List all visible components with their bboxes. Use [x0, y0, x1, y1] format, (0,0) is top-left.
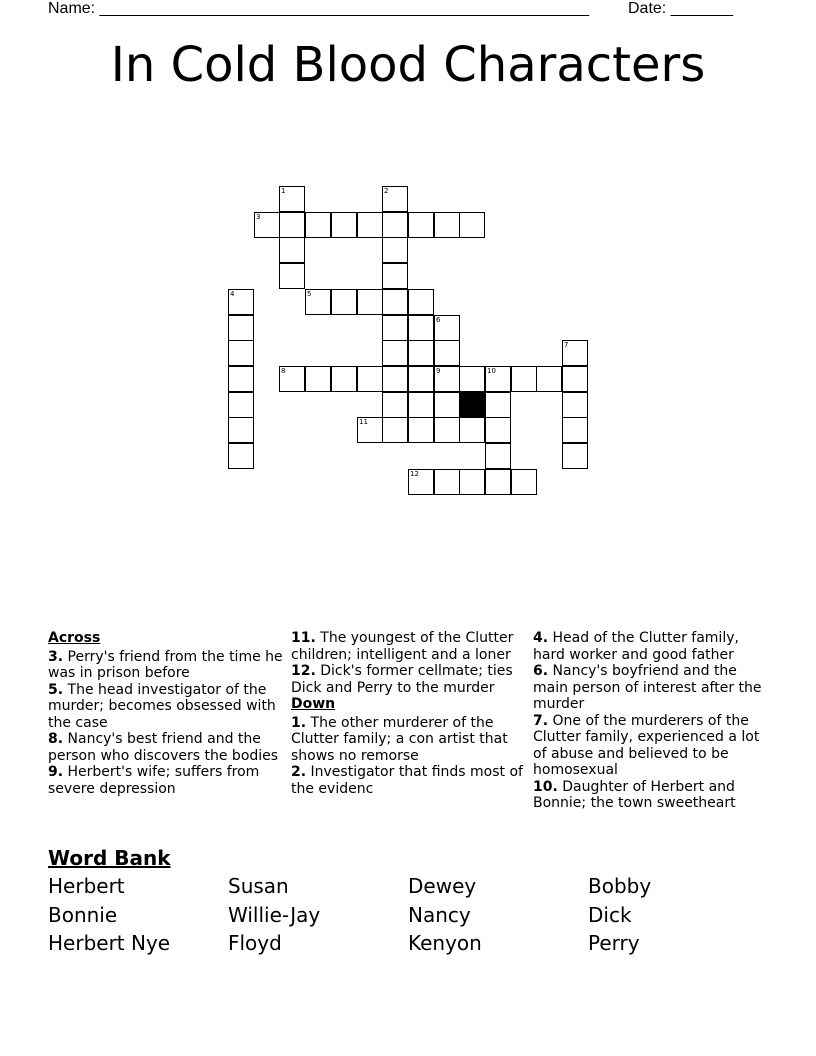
grid-cell[interactable] — [228, 366, 254, 392]
grid-cell[interactable] — [279, 263, 305, 289]
grid-cell[interactable] — [357, 289, 383, 315]
grid-cell[interactable] — [228, 392, 254, 418]
grid-cell[interactable] — [434, 315, 460, 341]
clue-text: Nancy's best friend and the person who discovers the bodies — [48, 731, 279, 764]
clue-across-3 — [48, 649, 283, 682]
clue-text: One of the murderers of the Clutter family, experienced a lot of abuse and believed to be homosexual — [533, 712, 760, 778]
clue-number-label: 11 — [359, 418, 368, 426]
grid-cell[interactable] — [279, 366, 305, 392]
clue-text: Perry's friend from the time he was in prison before — [48, 648, 283, 681]
clue-text: Herbert's wife; suffers from severe depression — [48, 764, 260, 797]
clue-number-label: 8 — [281, 367, 286, 375]
clue-number-label: 6 — [436, 316, 441, 324]
grid-cell[interactable] — [382, 340, 408, 366]
grid-cell[interactable] — [459, 366, 485, 392]
grid-cell[interactable] — [331, 289, 357, 315]
grid-cell[interactable] — [382, 366, 408, 392]
word-bank-item: Susan — [228, 874, 289, 898]
clue-text: Head of the Clutter family, hard worker and good father — [533, 630, 739, 663]
grid-cell[interactable] — [434, 469, 460, 495]
grid-cell[interactable] — [459, 469, 485, 495]
word-bank-item: Bonnie — [48, 903, 118, 927]
grid-cell[interactable] — [357, 366, 383, 392]
grid-cell[interactable] — [382, 263, 408, 289]
grid-cell[interactable] — [434, 417, 460, 443]
clue-down-1 — [291, 715, 529, 765]
grid-cell[interactable] — [434, 392, 460, 418]
word-bank-item: Perry — [588, 931, 640, 955]
grid-cell[interactable] — [536, 366, 562, 392]
clue-column-1 — [48, 630, 283, 797]
clue-down-10 — [533, 779, 769, 812]
grid-cell[interactable] — [228, 443, 254, 469]
clue-number: 6. — [533, 663, 549, 679]
clue-number: 2. — [291, 764, 307, 780]
grid-cell[interactable] — [382, 417, 408, 443]
down-heading: Down — [291, 696, 336, 712]
clue-text: The other murderer of the Clutter family; a con artist that shows no remorse — [291, 714, 508, 764]
clue-number: 7. — [533, 712, 549, 729]
date-field-label: Date: _______ — [628, 0, 733, 17]
grid-cell[interactable] — [279, 212, 305, 238]
grid-cell[interactable] — [254, 212, 280, 238]
grid-cell[interactable] — [434, 340, 460, 366]
grid-cell[interactable] — [331, 366, 357, 392]
grid-cell[interactable] — [434, 366, 460, 392]
word-bank-item: Dewey — [408, 874, 477, 898]
clue-number: 8. — [48, 731, 64, 747]
across-heading: Across — [48, 630, 101, 646]
grid-cell[interactable] — [408, 315, 434, 341]
grid-cell[interactable] — [279, 237, 305, 263]
clue-across-12 — [291, 663, 529, 696]
grid-cell[interactable] — [382, 315, 408, 341]
grid-cell[interactable] — [408, 469, 434, 495]
grid-cell[interactable] — [562, 417, 588, 443]
page-title: In Cold Blood Characters — [110, 37, 706, 93]
clue-number: 3. — [48, 648, 64, 665]
grid-cell[interactable] — [408, 417, 434, 443]
clue-column-2 — [291, 630, 529, 797]
word-bank-item: Kenyon — [408, 931, 482, 955]
grid-cell[interactable] — [357, 417, 383, 443]
grid-cell[interactable] — [357, 212, 383, 238]
grid-cell[interactable] — [485, 417, 511, 443]
grid-cell[interactable] — [382, 237, 408, 263]
grid-cell[interactable] — [408, 289, 434, 315]
clue-text: The head investigator of the murder; becomes obsessed with the case — [48, 681, 276, 731]
clue-number-label: 12 — [410, 470, 419, 478]
grid-cell[interactable] — [305, 212, 331, 238]
clue-number-label: 5 — [307, 290, 312, 298]
grid-cell[interactable] — [434, 212, 460, 238]
clue-number: 11. — [291, 630, 316, 646]
grid-cell[interactable] — [511, 469, 537, 495]
word-bank-item: Nancy — [408, 903, 471, 927]
grid-cell[interactable] — [228, 315, 254, 341]
word-bank-item: Herbert Nye — [48, 931, 171, 955]
grid-cell[interactable] — [562, 366, 588, 392]
word-bank-item: Willie-Jay — [228, 903, 321, 927]
clue-text: Investigator that finds most of the evidenc — [291, 764, 523, 797]
word-bank-title: Word Bank — [48, 846, 171, 870]
grid-cell[interactable] — [485, 469, 511, 495]
clue-across-5 — [48, 682, 283, 732]
clue-across-9 — [48, 764, 283, 797]
grid-cell[interactable] — [562, 340, 588, 366]
clue-number-label: 2 — [384, 187, 389, 195]
grid-cell[interactable] — [459, 212, 485, 238]
grid-cell[interactable] — [228, 417, 254, 443]
word-bank-item: Bobby — [588, 874, 652, 898]
clue-down-6 — [533, 663, 769, 713]
grid-cell[interactable] — [382, 289, 408, 315]
clue-number: 9. — [48, 764, 64, 780]
clue-number-label: 9 — [436, 367, 441, 375]
clue-text: Dick's former cellmate; ties Dick and Perry to the murder — [291, 663, 513, 696]
grid-cell[interactable] — [408, 366, 434, 392]
grid-cell[interactable] — [382, 186, 408, 212]
clue-number-label: 7 — [564, 341, 569, 349]
clue-number-label: 10 — [487, 367, 496, 375]
clue-number: 5. — [48, 681, 64, 698]
word-bank-item: Herbert — [48, 874, 125, 898]
grid-cell[interactable] — [408, 340, 434, 366]
grid-cell-blocked — [459, 392, 485, 418]
clue-number-label: 1 — [281, 187, 286, 195]
grid-cell[interactable] — [408, 212, 434, 238]
grid-cell[interactable] — [562, 443, 588, 469]
clue-number-label: 3 — [256, 213, 261, 221]
clue-down-7 — [533, 713, 769, 779]
grid-cell[interactable] — [305, 366, 331, 392]
grid-cell[interactable] — [562, 392, 588, 418]
grid-cell[interactable] — [228, 340, 254, 366]
grid-cell[interactable] — [382, 212, 408, 238]
grid-cell[interactable] — [459, 417, 485, 443]
clue-text: Nancy's boyfriend and the main person of interest after the murder — [533, 663, 762, 712]
grid-cell[interactable] — [511, 366, 537, 392]
clue-number: 1. — [291, 714, 307, 731]
word-bank-item: Floyd — [228, 931, 282, 955]
word-bank-item: Dick — [588, 903, 632, 927]
grid-cell[interactable] — [408, 392, 434, 418]
grid-cell[interactable] — [485, 392, 511, 418]
grid-cell[interactable] — [228, 289, 254, 315]
clue-text: The youngest of the Clutter children; intelligent and a loner — [291, 630, 514, 663]
clue-down-4 — [533, 630, 769, 663]
clue-number: 12. — [291, 663, 316, 679]
grid-cell[interactable] — [485, 443, 511, 469]
grid-cell[interactable] — [485, 366, 511, 392]
clue-text: Daughter of Herbert and Bonnie; the town sweetheart — [533, 778, 736, 811]
clue-number: 4. — [533, 630, 549, 646]
grid-cell[interactable] — [331, 212, 357, 238]
clue-column-3 — [533, 630, 769, 812]
grid-cell[interactable] — [305, 289, 331, 315]
clue-number-label: 4 — [230, 290, 235, 298]
grid-cell[interactable] — [279, 186, 305, 212]
clue-across-8 — [48, 731, 283, 764]
clue-number: 10. — [533, 778, 558, 795]
name-field-label: Name: _______________________________________________________ — [48, 0, 589, 17]
clue-across-11 — [291, 630, 529, 663]
grid-cell[interactable] — [382, 392, 408, 418]
clue-down-2 — [291, 764, 529, 797]
